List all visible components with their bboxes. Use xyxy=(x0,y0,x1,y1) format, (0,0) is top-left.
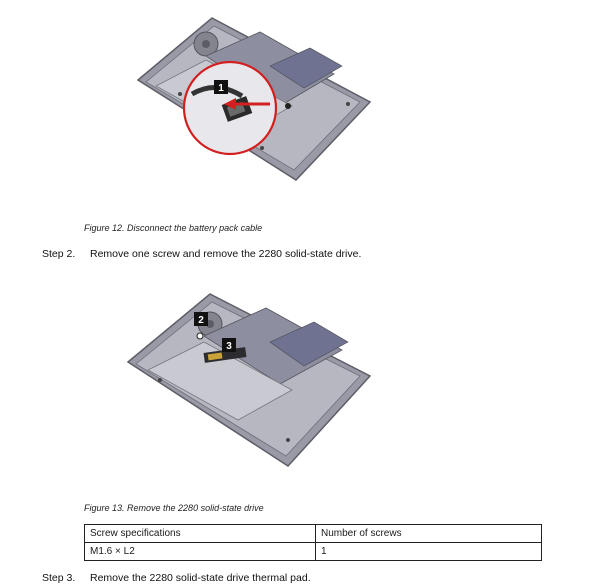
step-3-text: Remove the 2280 solid-state drive thermal pad. xyxy=(90,572,311,584)
svg-text:3: 3 xyxy=(226,341,232,352)
step-2-label: Step 2. xyxy=(42,248,76,260)
table-header-row xyxy=(85,525,542,543)
figure-battery-cable xyxy=(120,10,380,190)
step-3 xyxy=(42,572,311,584)
step-2 xyxy=(42,248,361,260)
figure-12-caption: Figure 12. Disconnect the battery pack cable xyxy=(84,223,263,233)
table-row xyxy=(85,543,542,561)
step-3-label: Step 3. xyxy=(42,572,76,584)
figure-13-caption: Figure 13. Remove the 2280 solid-state drive xyxy=(84,503,264,513)
screw-spec-table xyxy=(84,524,542,561)
table-header-cell: Screw specifications xyxy=(85,525,316,543)
table-cell: M1.6 × L2 xyxy=(85,543,316,561)
step-2-text: Remove one screw and remove the 2280 solid-state drive. xyxy=(90,248,362,260)
figure-ssd-removal xyxy=(120,290,380,480)
table-cell: 1 xyxy=(316,543,542,561)
svg-text:1: 1 xyxy=(218,83,224,94)
svg-text:2: 2 xyxy=(198,315,204,326)
table-header-cell: Number of screws xyxy=(316,525,542,543)
